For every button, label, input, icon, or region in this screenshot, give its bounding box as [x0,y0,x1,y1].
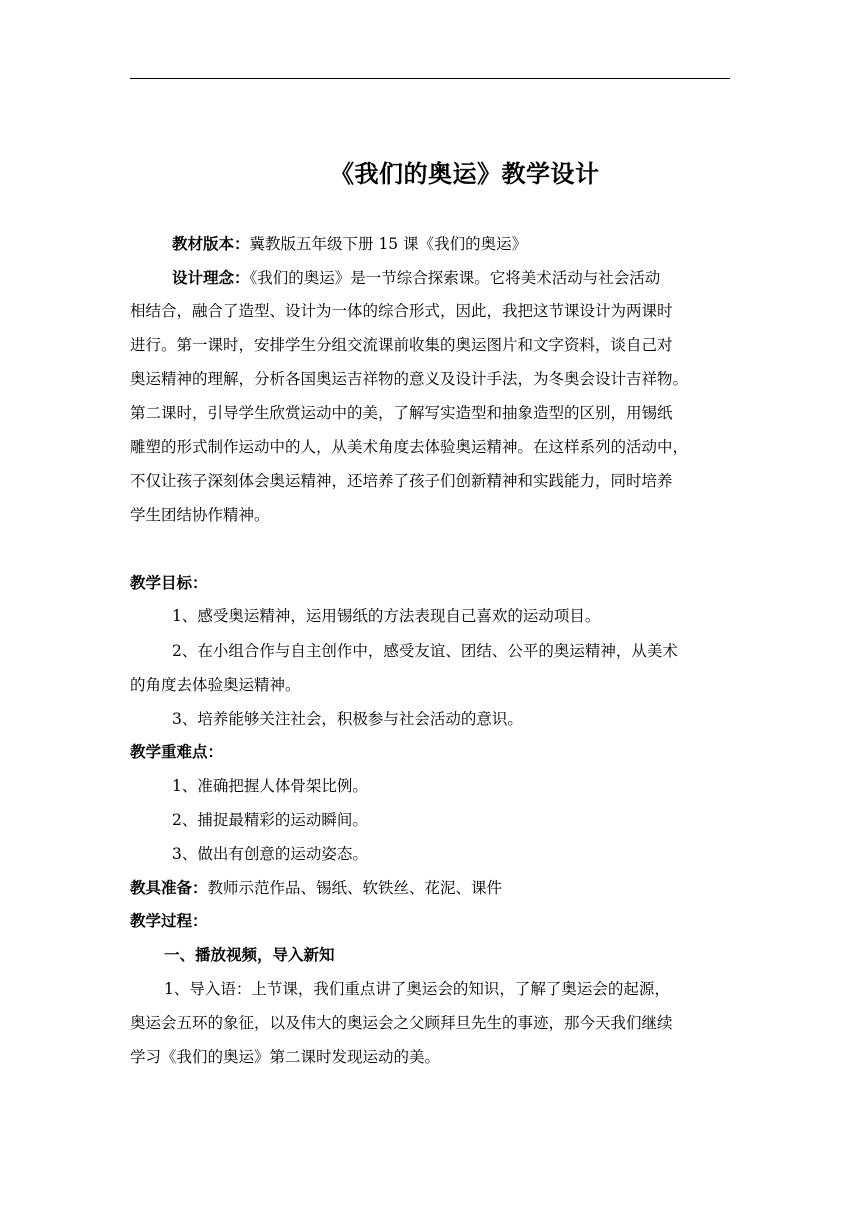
key-points-heading: 教学重难点： [130,743,224,761]
materials-line [130,878,502,898]
textbook-value: 冀教版五年级下册 15 课《我们的奥运》 [249,235,528,253]
concept-line: 第二课时，引导学生欣赏运动中的美，了解写实造型和抽象造型的区别，用锡纸 [130,404,673,422]
textbook-label: 教材版本： [172,235,250,253]
process-line: 1、导入语：上节课，我们重点讲了奥运会的知识，了解了奥运会的起源， [164,980,670,998]
concept-line: 学生团结协作精神。 [130,506,270,524]
key-point-item: 2、捕捉最精彩的运动瞬间。 [172,811,368,829]
objective-item: 1、感受奥运精神，运用锡纸的方法表现自己喜欢的运动项目。 [172,607,601,625]
concept-text: 《我们的奥运》是一节综合探索课。它将美术活动与社会活动 [249,269,661,287]
concept-line: 不仅让孩子深刻体会奥运精神，还培养了孩子们创新精神和实践能力，同时培养 [130,472,673,490]
objective-item: 3、培养能够关注社会，积极参与社会活动的意识。 [172,710,523,728]
header-rule [130,78,730,79]
key-point-item: 1、准确把握人体骨架比例。 [172,777,368,795]
process-heading: 教学过程： [130,912,208,930]
key-point-item: 3、做出有创意的运动姿态。 [172,845,368,863]
process-line: 学习《我们的奥运》第二课时发现运动的美。 [130,1048,441,1066]
materials-value: 教师示范作品、锡纸、软铁丝、花泥、课件 [207,879,503,897]
concept-line: 相结合，融合了造型、设计为一体的综合形式，因此，我把这节课设计为两课时 [130,302,673,320]
concept-label: 设计理念： [172,269,250,287]
concept-line: 雕塑的形式制作运动中的人，从美术角度去体验奥运精神。在这样系列的活动中， [130,438,689,456]
concept-line: 进行。第一课时，安排学生分组交流课前收集的奥运图片和文字资料，谈自己对 [130,336,673,354]
textbook-line [172,234,527,254]
process-line: 奥运会五环的象征，以及伟大的奥运会之父顾拜旦先生的事迹，那今天我们继续 [130,1014,673,1032]
objective-item: 2、在小组合作与自主创作中，感受友谊、团结、公平的奥运精神，从美术 [172,642,678,660]
concept-line-1 [172,268,660,288]
objective-item: 的角度去体验奥运精神。 [130,676,301,694]
process-section-title: 一、播放视频，导入新知 [164,946,335,964]
page-title: 《我们的奥运》教学设计 [330,160,600,188]
materials-label: 教具准备： [130,879,208,897]
objectives-heading: 教学目标： [130,574,208,592]
concept-line: 奥运精神的理解，分析各国奥运吉祥物的意义及设计手法，为冬奥会设计吉祥物。 [130,370,689,388]
